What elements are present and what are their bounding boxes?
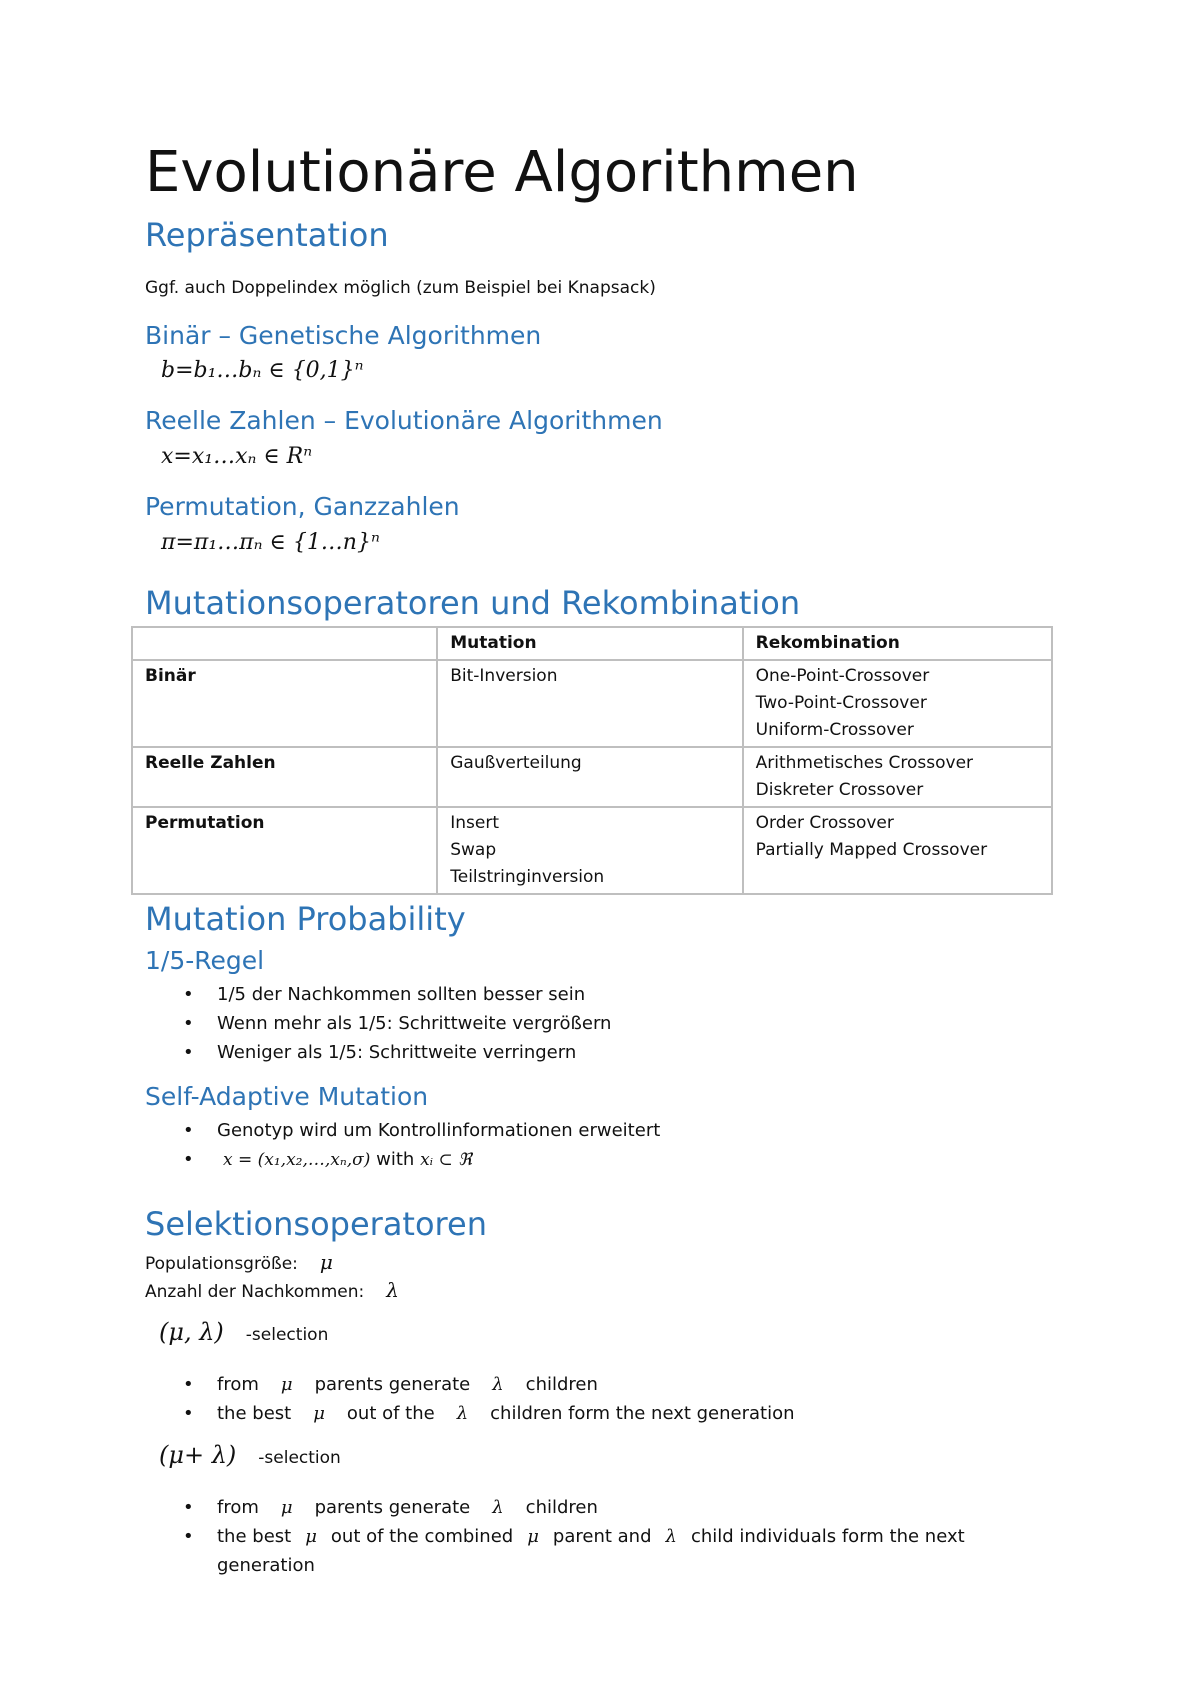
formula-binary: b=b₁…bₙ ∈ {0,1}ⁿ [161,358,364,383]
table-row-label: Permutation [132,807,437,894]
table-row [132,660,1052,747]
self-adaptive-list [183,1116,660,1175]
list-item: • Weniger als 1/5: Schrittweite verringern [183,1042,577,1063]
list-item: • from μ parents generate λ children [183,1497,598,1518]
table-header-recombination: Rekombination [743,627,1052,660]
list-item: • from μ parents generate λ children [183,1374,598,1395]
self-adaptive-formula: x = (x₁,x₂,…,xₙ,σ) [223,1150,371,1170]
heading-representation: Repräsentation [145,216,389,254]
list-item: • Wenn mehr als 1/5: Schrittweite vergrößern [183,1013,612,1034]
heading-operators: Mutationsoperatoren und Rekombination [145,584,801,622]
heading-permutation: Permutation, Ganzzahlen [145,492,460,521]
list-item: • the best μ out of the λ children form the next generation [183,1403,795,1424]
table-cell-mutation: Bit-Inversion [437,660,742,747]
table-row [132,807,1052,894]
population-size: Populationsgröße: μ [145,1250,333,1274]
table-header-row [132,627,1052,660]
heading-one-fifth-rule: 1/5-Regel [145,946,265,975]
list-item-continuation: generation [217,1555,315,1576]
list-item: • x = (x₁,x₂,…,xₙ,σ) with xᵢ ⊂ ℜ [183,1149,472,1170]
heading-binary: Binär – Genetische Algorithmen [145,321,542,350]
list-item: • Genotyp wird um Kontrollinformationen erweitert [183,1120,661,1141]
table-row [132,747,1052,807]
table-cell-recombination: One-Point-Crossover Two-Point-Crossover Uniform-Crossover [743,660,1052,747]
page-title: Evolutionäre Algorithmen [145,140,859,205]
list-item: • 1/5 der Nachkommen sollten besser sein [183,984,586,1005]
heading-selection: Selektionsoperatoren [145,1205,487,1243]
table-header-mutation: Mutation [437,627,742,660]
comma-selection-list [183,1370,795,1428]
table-header-empty [132,627,437,660]
table-row-label: Binär [132,660,437,747]
representation-note: Ggf. auch Doppelindex möglich (zum Beispiel bei Knapsack) [145,278,656,298]
heading-real: Reelle Zahlen – Evolutionäre Algorithmen [145,406,663,435]
table-cell-mutation: Insert Swap Teilstringinversion [437,807,742,894]
table-cell-recombination: Order Crossover Partially Mapped Crossover [743,807,1052,894]
operators-table [131,626,1053,895]
table-cell-recombination: Arithmetisches Crossover Diskreter Crossover [743,747,1052,807]
table-cell-mutation: Gaußverteilung [437,747,742,807]
offspring-count: Anzahl der Nachkommen: λ [145,1278,399,1302]
heading-self-adaptive: Self-Adaptive Mutation [145,1082,429,1111]
plus-selection-list [183,1493,965,1580]
one-fifth-rule-list [183,980,611,1067]
comma-selection-label: (μ, λ) -selection [159,1318,329,1346]
plus-selection-label: (μ+ λ) -selection [159,1441,341,1469]
table-row-label: Reelle Zahlen [132,747,437,807]
formula-real: x=x₁…xₙ ∈ Rⁿ [161,444,313,469]
list-item: • the best μ out of the combined μ parent and λ child individuals form the next [183,1526,965,1547]
formula-permutation: π=π₁…πₙ ∈ {1…n}ⁿ [161,530,380,555]
heading-mutation-probability: Mutation Probability [145,900,466,938]
